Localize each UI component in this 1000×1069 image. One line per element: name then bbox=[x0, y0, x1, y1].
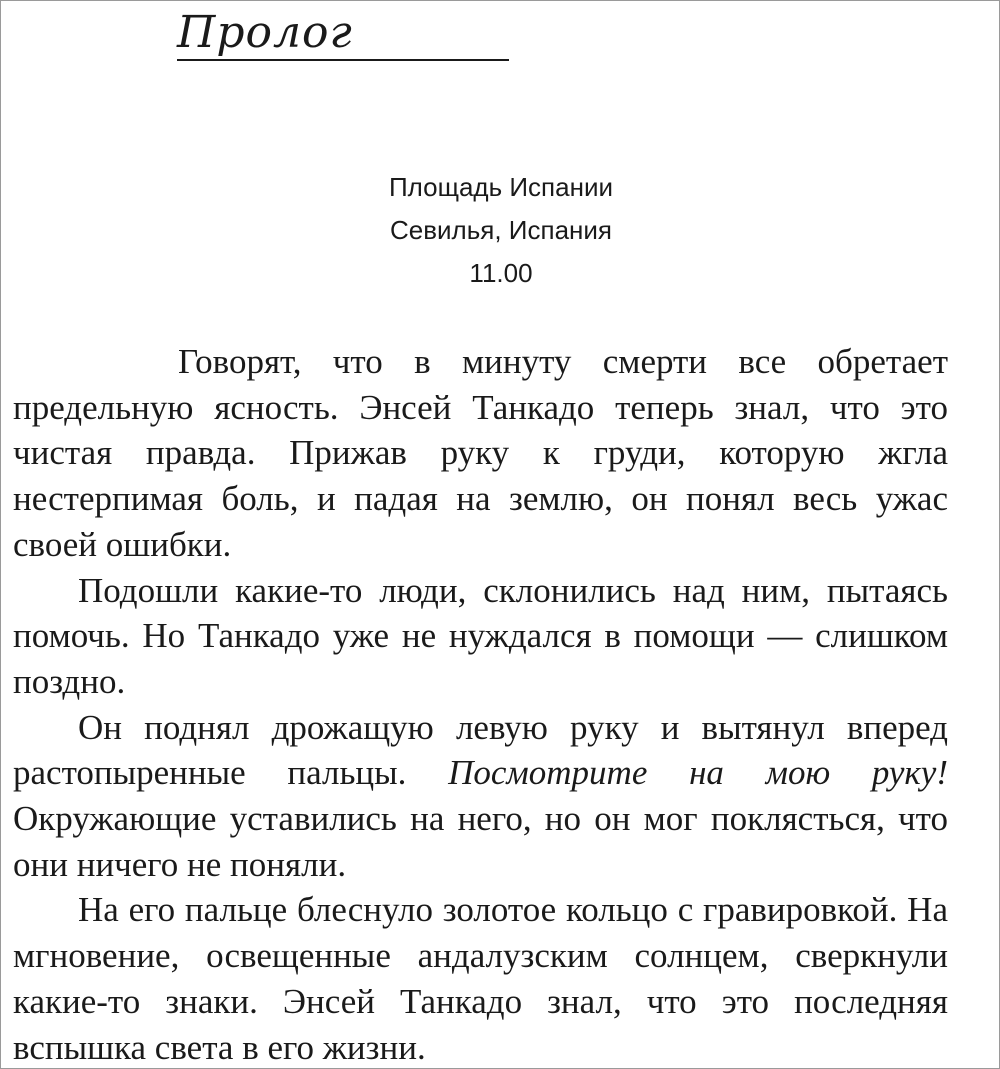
paragraph-1: Говорят, что в минуту смерти все обретает предельную ясность. Энсей Танкадо теперь знал, что это чистая правда. Прижав руку к груди, которую жгла нестерпимая боль, и падая на землю, он понял весь ужас своей ошибки. bbox=[13, 342, 948, 564]
paragraph-2: Подошли какие-то люди, склонились над ним, пытаясь помочь. Но Танкадо уже не нуждался в помощи — слишком поздно. bbox=[13, 570, 948, 701]
paragraph-3 bbox=[13, 705, 948, 888]
heading-time: 11.00 bbox=[469, 258, 533, 288]
scene-heading bbox=[1, 166, 1000, 295]
chapter-body bbox=[13, 339, 948, 1069]
paragraph-4: На его пальце блеснуло золотое кольцо с гравировкой. На мгновение, освещенные андалузским солнцем, сверкнули какие-то знаки. Энсей Танкадо знал, что это последняя вспышка света в его жизни. bbox=[13, 890, 948, 1067]
paragraph-3-italic: Посмотрите на мою руку! bbox=[448, 753, 948, 793]
heading-place: Площадь Испании bbox=[388, 172, 614, 202]
paragraph-3-before: Он поднял дрожащую левую руку и вытянул вперед растопыренные пальцы. bbox=[13, 707, 948, 793]
paragraph-3-after: Окружающие уставились на него, но он мог поклясться, что они ничего не поняли. bbox=[13, 799, 948, 884]
heading-city: Севилья, Испания bbox=[389, 215, 612, 245]
chapter-title: Пролог bbox=[177, 7, 509, 61]
